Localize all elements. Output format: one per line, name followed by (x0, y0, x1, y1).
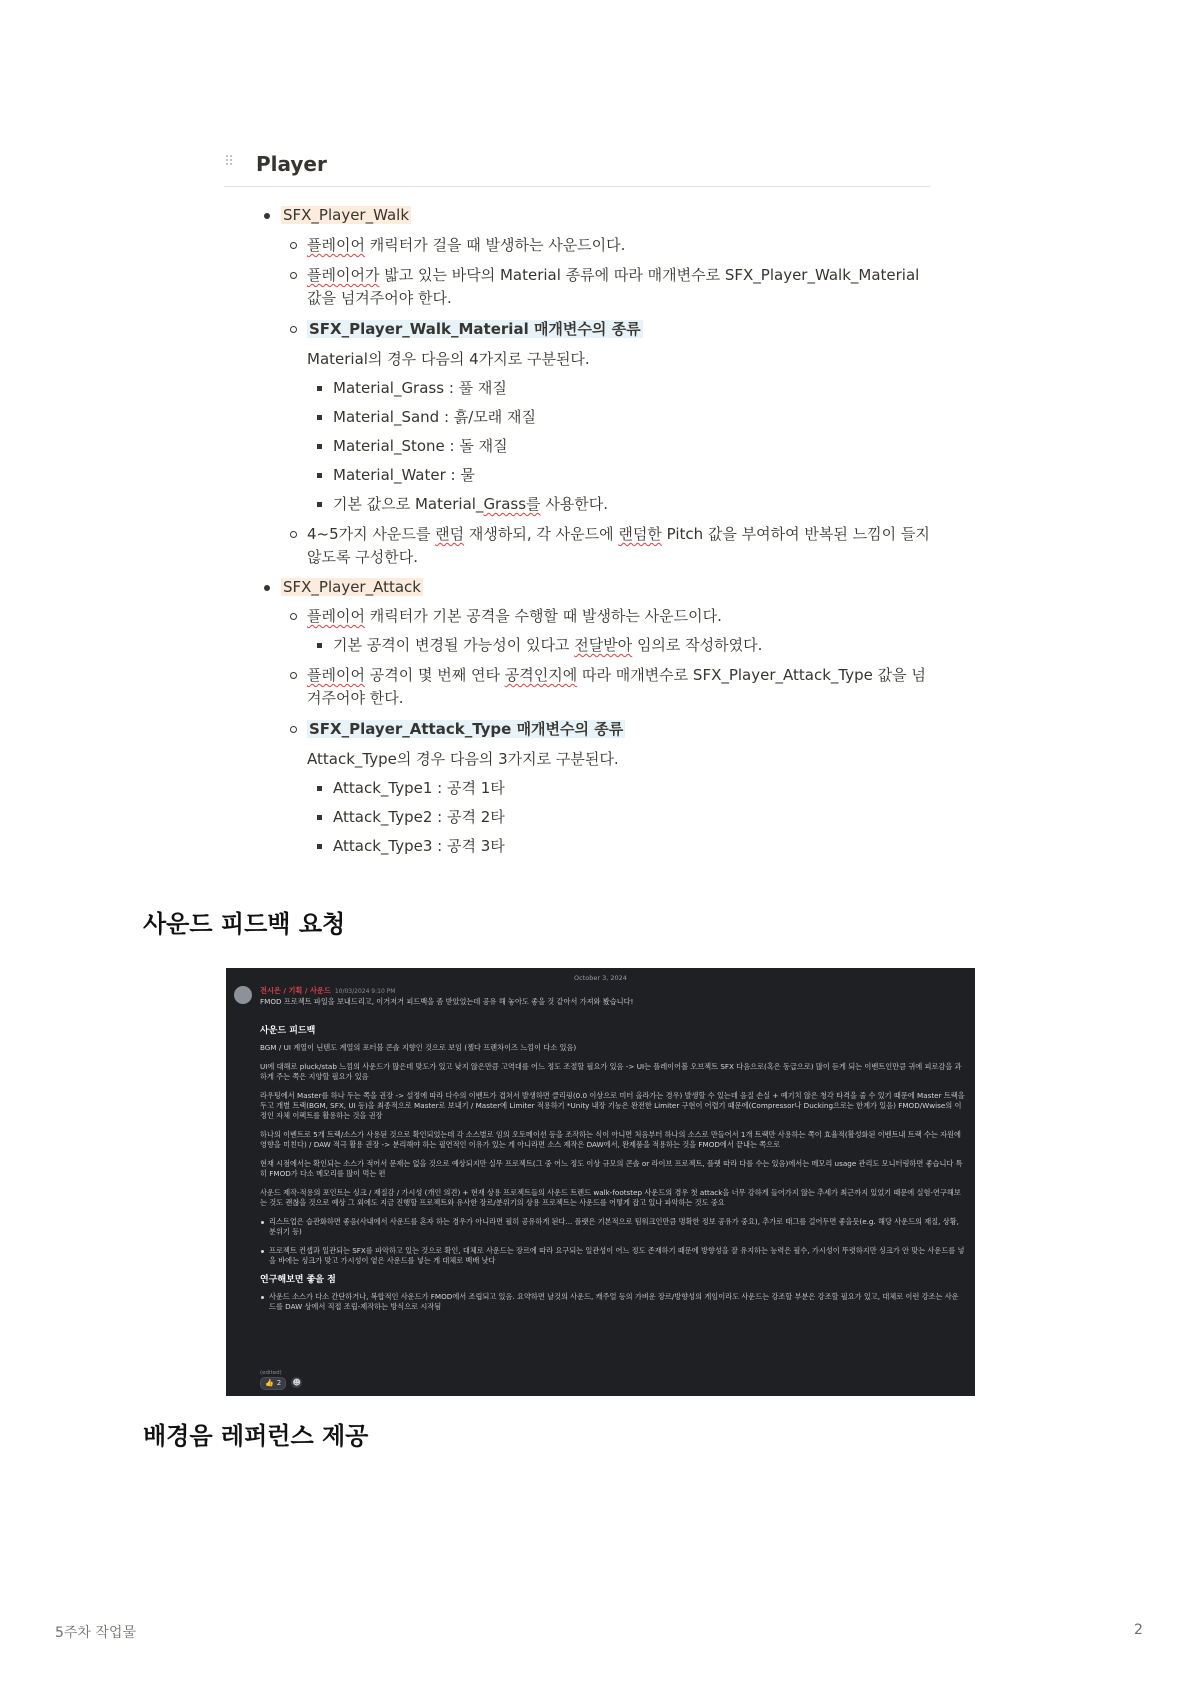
list-item: 플레이어 공격이 몇 번째 연타 공격인지에 따라 매개변수로 SFX_Player_Attack_Type 값을 넘겨주어야 한다. (288, 664, 930, 710)
material-item: Material_Sand : 흙/모래 재질 (315, 406, 930, 429)
message-author: 전시은 / 기획 / 사운드 (260, 986, 331, 995)
message-meta (260, 986, 395, 997)
edited-tag: (edited) (260, 1370, 282, 1376)
list-item-walk (262, 204, 930, 227)
feedback-screenshot (226, 968, 975, 1396)
feedback-paragraph: 라우팅에서 Master를 하나 두는 쪽을 권장 -> 설정에 따라 다수의 이벤트가 겹쳐서 발생하면 클리핑(0.0 이상으로 미터 올라가는 경우) 발생할 수 있는데 음질 손실 + 예기치 않은 청각 타격을 줄 수 있기 때문에 Master 트랙을 두고 개별 트랙(BGM, SFX, UI 등)을 최종적으로 Master로 보내기 / Master에 Limiter 적용하기 *Unity 내장 기능은 완전한 Limiter 구현이 어렵기 때문에(Compressor나 Ducking으로는 한계가 있음) FMOD/Wwise의 이정인 자체 이펙트를 활용하는 것을 권장 (260, 1091, 965, 1120)
drag-handle-icon[interactable]: ⠿ (224, 154, 233, 170)
feedback-bullet: 프로젝트 컨셉과 일관되는 SFX를 파악하고 있는 것으로 확인, 대체로 사운드는 장르에 따라 요구되는 일관성이 어느 정도 존재하기 때문에 방향성을 잘 유지하는 능력은 필수, 가시성이 뚜렷하지만 싱크가 안 맞는 사운드를 넣을 바에는 싱크가 맞고 가시성이 옅은 사운드를 넣는 게 대체로 백배 낫다 (260, 1246, 965, 1266)
thumbs-up-icon: 👍 (265, 1379, 274, 1387)
list-item: 플레이어가 밟고 있는 바닥의 Material 종류에 따라 매개변수로 SFX_Player_Walk_Material 값을 넘겨주어야 한다. (288, 264, 930, 310)
avatar (234, 986, 252, 1004)
section-heading-feedback: 사운드 피드백 요청 (143, 910, 346, 938)
feedback-paragraph: 현재 시점에서는 확인되는 소스가 적어서 문제는 없을 것으로 예상되지만 실무 프로젝트(그 중 어느 정도 이상 규모의 콘솔 or 라이브 프로젝트, 플랫 따라 다를 수는 있음)에서는 메모리 usage 관리도 모니터링하면 좋습니다 특히 FMOD가 다소 메모리를 많이 먹는 편 (260, 1159, 963, 1178)
walk-param-desc: Material의 경우 다음의 4가지로 구분된다. (307, 350, 590, 368)
toggle-title: Player (256, 152, 327, 176)
reaction-count: 2 (276, 1379, 282, 1387)
research-heading: 연구해보면 좋을 점 (260, 1275, 336, 1285)
attack-type-item: Attack_Type2 : 공격 2타 (315, 806, 930, 829)
sfx-walk-label: SFX_Player_Walk (283, 206, 410, 224)
player-sfx-outline (262, 200, 930, 858)
footer-doc-title: 5주차 작업물 (55, 1625, 136, 1641)
feedback-heading: 사운드 피드백 (260, 1026, 316, 1036)
list-item-walk-param (288, 318, 930, 341)
feedback-bullet: 리스트업은 습관화하면 좋음(사내에서 사운드를 혼자 하는 경우가 아니라면 필히 공유하게 된다... 플랫은 기본적으로 팀워크인만큼 명확한 정보 공유가 중요), 추가로 태그를 걸어두면 좋을듯(e.g. 해당 사운드의 재질, 상황, 분위기 등) (260, 1217, 965, 1237)
feedback-paragraph: 하나의 이벤트로 5개 트랙/소스가 사용된 것으로 확인되었는데 각 소스별로 임의 오토메이션 등을 조작하는 식이 아니면 처음부터 하나의 소스로 만들어서 1개 트랙만 사용하는 쪽이 효율적(활성화된 이벤트내 트랙 수는 자원에 영향을 미친다) / DAW 적극 활용 권장 -> 분리해야 하는 필연적인 이유가 있는 게 아니라면 소스 제작은 DAW에서, 완제품을 적용하는 것을 FMOD에서 끝내는 쪽으로 (260, 1130, 961, 1149)
material-item: Material_Stone : 돌 재질 (315, 435, 930, 458)
walk-param-heading: SFX_Player_Walk_Material 매개변수의 종류 (309, 320, 641, 338)
attack-param-heading: SFX_Player_Attack_Type 매개변수의 종류 (309, 720, 624, 738)
list-item-attack (262, 576, 930, 599)
footer-page-number: 2 (1134, 1622, 1143, 1638)
attack-note: 기본 공격이 변경될 가능성이 있다고 전달받아 임의로 작성하였다. (315, 634, 930, 657)
material-item: Material_Grass : 풀 재질 (315, 377, 930, 400)
sfx-attack-label: SFX_Player_Attack (283, 578, 421, 596)
list-item: 플레이어 캐릭터가 걸을 때 발생하는 사운드이다. (288, 234, 930, 257)
feedback-paragraph: UI에 대해로 pluck/stab 느낌의 사운드가 많은데 맞도가 있고 낮지 않은만큼 고역대를 어느 정도 조절할 필요가 있음 -> UI는 플레이어볼 오브젝트 SFX 다음으로(혹은 동급으로) 많이 듣게 되는 이벤트인만큼 귀에 피로감을 과하게 주는 쪽은 지양할 필요가 있음 (260, 1062, 962, 1081)
attack-type-item: Attack_Type3 : 공격 3타 (315, 835, 930, 858)
message-body (260, 1026, 965, 1321)
thumbs-up-reaction[interactable] (260, 1377, 286, 1390)
player-toggle-heading[interactable] (224, 150, 930, 187)
list-item-attack-param (288, 718, 930, 741)
add-reaction-icon[interactable]: ☻ (292, 1378, 301, 1387)
material-item: Material_Water : 물 (315, 464, 930, 487)
list-item: 플레이어 캐릭터가 기본 공격을 수행할 때 발생하는 사운드이다. (288, 605, 930, 628)
attack-type-item: Attack_Type1 : 공격 1타 (315, 777, 930, 800)
list-item: 4~5가지 사운드를 랜덤 재생하되, 각 사운드에 랜덤한 Pitch 값을 부여하여 반복된 느낌이 들지 않도록 구성한다. (288, 523, 930, 569)
message-time: 10/03/2024 9:10 PM (334, 988, 396, 995)
attack-param-desc: Attack_Type의 경우 다음의 3가지로 구분된다. (307, 750, 619, 768)
feedback-paragraph: BGM / UI 계열이 닌텐도 계열의 포터블 콘솔 지향인 것으로 보임 (젤다 프랜차이즈 느낌이 다소 있음) (260, 1043, 577, 1052)
reactions (260, 1377, 302, 1390)
message-date: October 3, 2024 (574, 974, 627, 982)
feedback-bullet: 사운드 소스가 다소 간단하거나, 복합적인 사운드가 FMOD에서 조립되고 있음. 요약하면 날것의 사운드, 캐주얼 등의 가벼운 장르/방향성의 게임이라도 사운드는 강조할 부분은 강조할 필요가 있고, 대체로 이런 강조는 사운드를 DAW 상에서 직접 조립-제작하는 방식으로 시작됨 (260, 1292, 965, 1312)
message-text: FMOD 프로젝트 파일을 보내드리고, 이거저거 피드백을 좀 받았었는데 공유 해 놓아도 좋을 것 같아서 가져와 봤습니다! (260, 997, 634, 1006)
section-heading-bgm: 배경음 레퍼런스 제공 (143, 1422, 369, 1450)
feedback-paragraph: 사운드 제작-적용의 포인트는 싱크 / 재질감 / 가시성 (개인 의견) + 현재 상용 프로젝트들의 사운드 트렌드 walk-footstep 사운드의 경우 첫 attack을 너무 강하게 들어가지 않는 추세가 최근까지 있었기 때문에 실험-연구해보는 것도 괜찮을 것으로 예상 그 외에도 지금 진행할 프로젝트와 유사한 장르/분위기의 상용 프로젝트는 사운드를 어떻게 잡고 있나 파악하는 것도 중요 (260, 1188, 961, 1207)
material-default: 기본 값으로 Material_Grass를 사용한다. (315, 493, 930, 516)
